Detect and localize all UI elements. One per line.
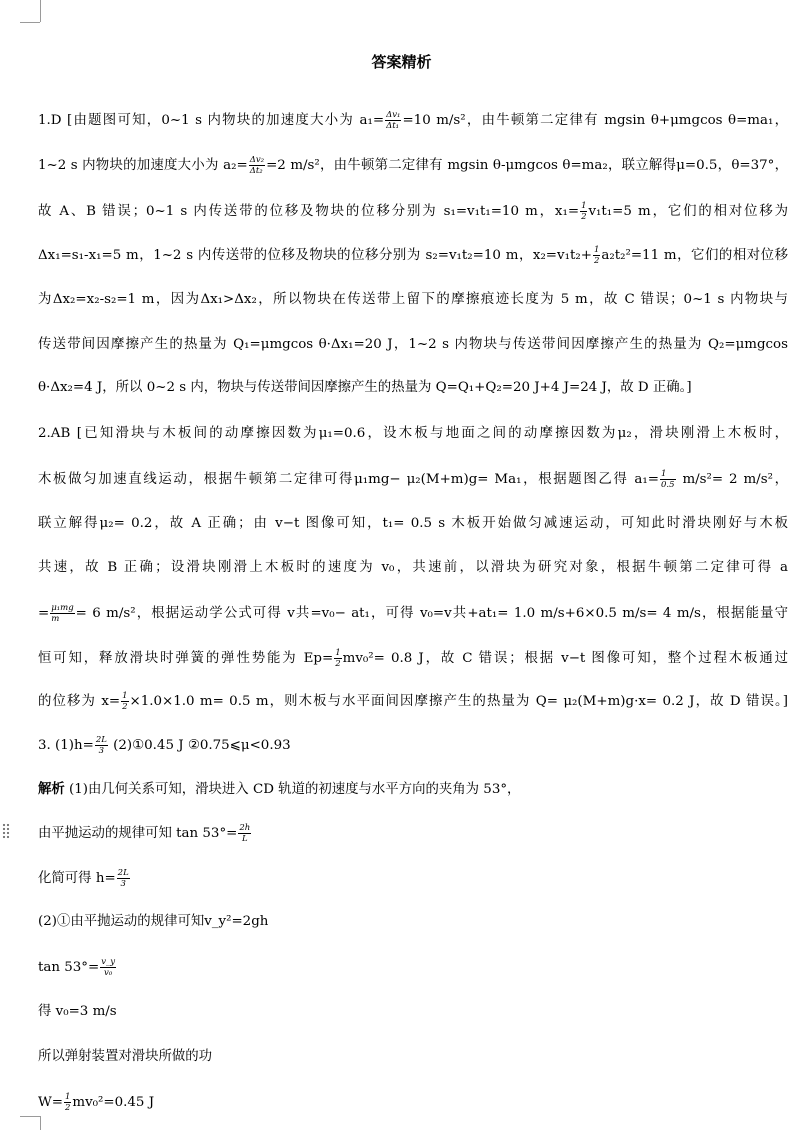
answer-1-line: 故 A、B 错误；0~1 s 内传送带的位移及物块的位移分别为 s₁=v₁t₁=10 m，x₁= $\frac{1}{2}$ v₁t₁=5 m，它们的相对位移为 [38, 201, 788, 222]
fraction: $\frac{1}{2}$ [581, 201, 587, 222]
answer-2-line: = $\frac{\text{μ₁mg}}{m}$ = 6 m/s²，根据运动学公式可得 v共=v₀− at₁，可得 v₀=v共+at₁= 1.0 m/s+6×0.5 m/s= 4 m/s，根据能量守 [38, 603, 788, 624]
page-title: 答案精析 [371, 53, 432, 71]
fraction: $\frac{1}{2}$ [335, 648, 341, 669]
fraction: $\frac{2L}{3}$ [117, 868, 129, 889]
analysis-line: 所以弹射装置对滑块所做的功 [38, 1049, 213, 1064]
analysis-line: tan 53°= $\frac{v\_y}{\text{v₀}}$ [38, 957, 116, 978]
fraction: $\frac{\text{Δv₁}}{\text{Δt₁}}$ [386, 110, 401, 131]
answer-2-line: 的位移为 x= $\frac{1}{2}$ ×1.0×1.0 m= 0.5 m，则木板与水平面间因摩擦产生的热量为 Q= μ₂(M+m)g·x= 0.2 J，故 D 错误。] [38, 691, 788, 712]
analysis-line: (2)①由平抛运动的规律可知v_y²=2gh [38, 914, 269, 929]
fraction: $\frac{\text{μ₁mg}}{m}$ [51, 603, 74, 624]
answer-3-header: 3. (1)h= $\frac{2L}{3}$ (2)①0.45 J ②0.75⩽μ<0.93 [38, 735, 291, 756]
answer-1-line: θ·Δx₂=4 J，所以 0~2 s 内，物块与传送带间因摩擦产生的热量为 Q=Q₁+Q₂=20 J+4 J=24 J，故 D 正确。] [38, 380, 692, 395]
answer-1-line: Δx₁=s₁-x₁=5 m，1~2 s 内传送带的位移及物块的位移分别为 s₂=v₁t₂=10 m，x₂=v₁t₂+ $\frac{1}{2}$ a₂t₂²=11 m，它们的相对位移 [38, 245, 788, 266]
analysis-line: W= $\frac{1}{2}$ mv₀²=0.45 J [38, 1092, 155, 1113]
fraction: $\frac{2h}{L}$ [239, 823, 251, 844]
answer-2-line: 2.AB [已知滑块与木板间的动摩擦因数为μ₁=0.6，设木板与地面之间的动摩擦因数为μ₂，滑块刚滑上木板时， [38, 426, 788, 441]
answer-2-line: 木板做匀加速直线运动，根据牛顿第二定律可得μ₁mg− μ₂(M+m)g= Ma₁，根据题图乙得 a₁= $\frac{1}{0.5}$ m/s²= 2 m/s²， [38, 469, 788, 490]
analysis-line: 得 v₀=3 m/s [38, 1004, 117, 1019]
answer-label: 2.AB [38, 426, 71, 441]
crop-mark [20, 22, 40, 23]
crop-mark [40, 1116, 41, 1130]
answer-2-line: 联立解得μ₂= 0.2，故 A 正确；由 v−t 图像可知，t₁= 0.5 s 木板开始做匀减速运动，可知此时滑块刚好与木板 [38, 516, 788, 531]
answer-2-line: 恒可知，释放滑块时弹簧的弹性势能为 Ep= $\frac{1}{2}$ mv₀²= 0.8 J，故 C 错误；根据 v−t 图像可知，整个过程木板通过 [38, 648, 788, 669]
answer-1-line: 1~2 s 内物块的加速度大小为 a₂= $\frac{\text{Δv₂}}{\text{Δt₂}}$ =2 m/s²，由牛顿第二定律有 mgsin θ-μmgcos θ=ma₂，联立解得μ=0.5，θ=37°， [38, 155, 788, 176]
analysis-line: 化简可得 h= $\frac{2L}{3}$ [38, 868, 129, 889]
fraction: $\frac{1}{0.5}$ [661, 469, 675, 490]
drag-handle-icon[interactable] [2, 823, 10, 839]
answer-1-line: 为Δx₂=x₂-s₂=1 m，因为Δx₁>Δx₂，所以物块在传送带上留下的摩擦痕迹长度为 5 m，故 C 错误；0~1 s 内物块与 [38, 292, 788, 307]
crop-mark [20, 1116, 40, 1117]
fraction: $\frac{v\_y}{\text{v₀}}$ [101, 957, 116, 978]
fraction: $\frac{1}{2}$ [122, 691, 128, 712]
answer-1-line: 传送带间因摩擦产生的热量为 Q₁=μmgcos θ·Δx₁=20 J，1~2 s 内物块与传送带间因摩擦产生的热量为 Q₂=μmgcos [38, 337, 788, 352]
fraction: $\frac{2L}{3}$ [95, 735, 107, 756]
analysis-line: 解析 (1)由几何关系可知，滑块进入 CD 轨道的初速度与水平方向的夹角为 53°， [38, 782, 521, 797]
answer-1-line: 1.D [由题图可知，0~1 s 内物块的加速度大小为 a₁= $\frac{\text{Δv₁}}{\text{Δt₁}}$ =10 m/s²，由牛顿第二定律有 mgsin θ+μmgcos θ=ma₁， [38, 110, 788, 131]
crop-mark [40, 0, 41, 22]
answer-label: 1.D [38, 113, 62, 128]
fraction: $\frac{1}{2}$ [64, 1092, 71, 1113]
answer-2-line: 共速，故 B 正确；设滑块刚滑上木板时的速度为 v₀，共速前，以滑块为研究对象，根据牛顿第二定律可得 a [38, 560, 788, 575]
fraction: $\frac{1}{2}$ [593, 245, 600, 266]
analysis-line: 由平抛运动的规律可知 tan 53°= $\frac{2h}{L}$ [38, 823, 251, 844]
analysis-label: 解析 [38, 782, 65, 797]
fraction: $\frac{\text{Δv₂}}{\text{Δt₂}}$ [249, 155, 265, 176]
